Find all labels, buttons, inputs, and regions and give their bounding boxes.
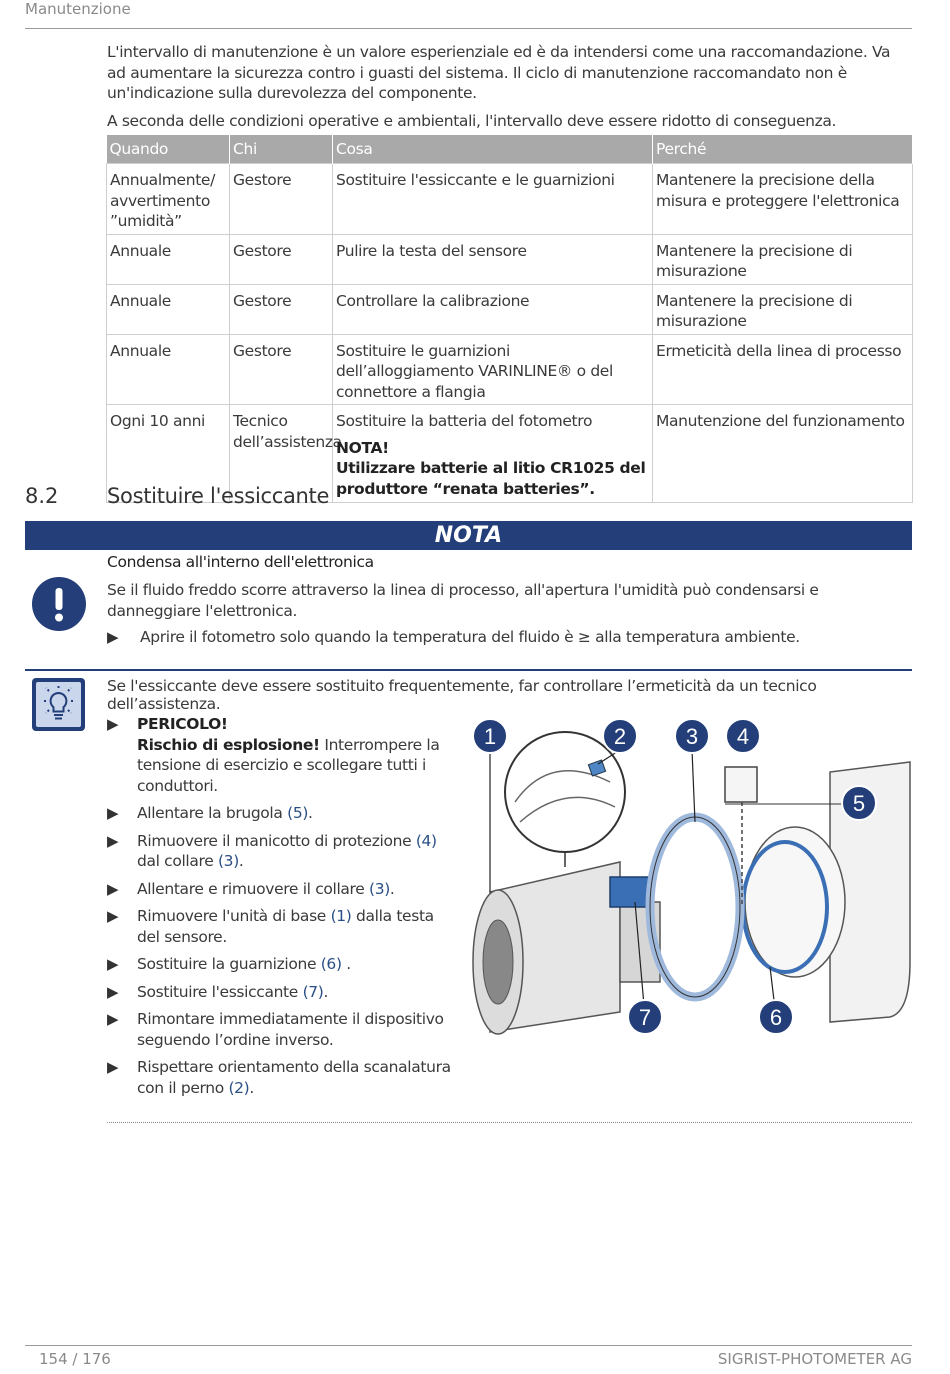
step-text: Rimontare immediatamente il dispositivo seguendo l’ordine inverso. [137, 1010, 444, 1049]
arrow-right-icon: ▶ [107, 628, 119, 646]
step-ref: (2) [228, 1078, 250, 1097]
danger-step [107, 714, 452, 796]
lightbulb-icon [31, 677, 86, 732]
arrow-right-icon: ▶ [107, 907, 119, 925]
table-cell: Annualmente/ avvertimento ”umidità” [107, 164, 230, 235]
svg-text:5: 5 [852, 791, 866, 816]
col-header-chi: Chi [230, 135, 333, 164]
callout-7 [628, 1000, 662, 1034]
step-ref: (3) [217, 852, 239, 870]
svg-text:3: 3 [685, 724, 699, 749]
table-cell: Sostituire l'essiccante e le guarnizioni [333, 164, 653, 235]
header-title: Manutenzione [25, 0, 131, 18]
step-text: Sostituire la guarnizione [137, 955, 321, 973]
col-header-cosa: Cosa [333, 135, 653, 164]
table-cell: Sostituire le guarnizioni dell’alloggiamento VARINLINE® o del connettore a flangia [333, 334, 653, 405]
step-text: Sostituire l'essiccante [137, 982, 303, 1001]
table-cell: Ogni 10 anni [107, 405, 230, 503]
table-row [107, 334, 913, 405]
table-cell: Mantenere la precisione di misurazione [653, 284, 913, 334]
step-text: . [238, 852, 244, 870]
step-ref: (6) [320, 955, 342, 973]
table-cell: Annuale [107, 284, 230, 334]
list-item [107, 906, 452, 947]
step-text: . [389, 879, 395, 898]
table-cell: Manutenzione del funzionamento [653, 405, 913, 503]
table-cell [333, 405, 653, 503]
notice-subtitle: Condensa all'interno dell'elettronica [107, 553, 374, 571]
intro-paragraph-1: L'intervallo di manutenzione è un valore esperienziale ed è da intendersi come una raccomandazione. Va ad aumentare la sicurezza contro i guasti del sistema. Il ciclo di manutenzione raccomandato non è un'indicazione sulla durevolezza del componente. [107, 43, 891, 102]
step-text: dalla testa del sensore. [137, 907, 434, 946]
arrow-right-icon: ▶ [107, 1058, 119, 1076]
arrow-right-icon: ▶ [107, 804, 119, 822]
section-title: Sostituire l'essiccante [107, 484, 330, 508]
list-item [107, 1009, 452, 1050]
callout-2 [603, 719, 637, 753]
arrow-right-icon: ▶ [107, 715, 119, 733]
assembly-illustration [470, 712, 912, 1042]
tip-divider [25, 669, 912, 671]
table-cell: Annuale [107, 334, 230, 405]
header-divider [25, 28, 912, 29]
maintenance-table [106, 135, 913, 503]
intro-paragraph-2: A seconda delle condizioni operative e ambientali, l'intervallo deve essere ridotto di conseguenza. [107, 112, 837, 130]
section-end-divider [107, 1122, 912, 1123]
step-text: . [323, 982, 329, 1001]
table-cell: Mantenere la precisione di misurazione [653, 234, 913, 284]
step-text: . [341, 955, 351, 973]
notice-instruction-text: Aprire il fotometro solo quando la temperatura del fluido è ≥ alla temperatura ambiente. [140, 628, 800, 646]
step-text: . [249, 1078, 254, 1097]
step-ref: (3) [369, 879, 390, 898]
list-item [107, 982, 452, 1003]
step-text: Rispettare orientamento della scanalatura con il perno [137, 1058, 451, 1097]
list-item [107, 1057, 452, 1098]
danger-bold: Rischio di esplosione! [137, 735, 320, 754]
step-ref: (4) [415, 831, 437, 850]
danger-text: Interrompere la tensione di esercizio e scollegare tutti i conduttori. [137, 735, 440, 795]
callout-5 [842, 786, 876, 820]
table-row [107, 234, 913, 284]
step-text: Allentare e rimuovere il collare [137, 879, 370, 898]
notice-banner-label: NOTA [434, 523, 503, 548]
arrow-right-icon: ▶ [107, 1010, 119, 1028]
arrow-right-icon: ▶ [107, 831, 119, 850]
step-ref: (1) [330, 907, 352, 925]
table-cell: Mantenere la precisione della misura e proteggere l'elettronica [653, 164, 913, 235]
company-name: SIGRIST-PHOTOMETER AG [717, 1350, 912, 1368]
exclamation-icon [31, 576, 87, 632]
arrow-right-icon: ▶ [107, 955, 119, 973]
notice-instruction [107, 628, 897, 646]
notice-body: Se il fluido freddo scorre attraverso la linea di processo, all'apertura l'umidità può condensarsi e danneggiare l'elettronica. [107, 581, 819, 620]
procedure-steps [107, 714, 452, 1105]
step-ref: (7) [302, 982, 324, 1001]
table-row [107, 164, 913, 235]
table-row [107, 284, 913, 334]
tip-text: Se l'essiccante deve essere sostituito frequentemente, far controllare l’ermeticità da un tecnico dell’assistenza. [107, 677, 817, 713]
danger-title: PERICOLO! [137, 715, 228, 733]
list-item [107, 803, 452, 824]
page-number: 154 / 176 [39, 1350, 111, 1368]
svg-text:2: 2 [613, 724, 627, 749]
table-cell: Gestore [230, 334, 333, 405]
table-cell: Gestore [230, 284, 333, 334]
table-cell: Pulire la testa del sensore [333, 234, 653, 284]
table-header-row [107, 135, 913, 164]
table-cell: Gestore [230, 164, 333, 235]
table-cell: Gestore [230, 234, 333, 284]
list-item [107, 879, 452, 900]
callout-1 [473, 719, 507, 753]
step-text: Rimuovere il manicotto di protezione [137, 831, 416, 850]
footer-divider [25, 1345, 912, 1346]
arrow-right-icon: ▶ [107, 982, 119, 1001]
col-header-perche: Perché [653, 135, 913, 164]
section-number: 8.2 [25, 484, 59, 508]
svg-text:1: 1 [483, 724, 497, 749]
table-cell: Controllare la calibrazione [333, 284, 653, 334]
callout-6 [759, 1000, 793, 1034]
callout-3 [675, 719, 709, 753]
col-header-quando: Quando [107, 135, 230, 164]
step-text: Allentare la brugola [137, 804, 288, 822]
step-ref: (5) [287, 804, 309, 822]
list-item [107, 954, 452, 975]
arrow-right-icon: ▶ [107, 879, 119, 898]
table-cell-text: Sostituire la batteria del fotometro [336, 412, 593, 430]
table-cell: Ermeticità della linea di processo [653, 334, 913, 405]
table-cell: Tecnico dell’assistenza [230, 405, 333, 503]
step-text: Rimuovere l'unità di base [137, 907, 331, 925]
svg-text:6: 6 [769, 1005, 783, 1030]
list-item [107, 831, 452, 872]
table-note-label: NOTA! [336, 438, 389, 457]
step-text: dal collare [137, 852, 218, 870]
svg-text:4: 4 [736, 724, 750, 749]
svg-text:7: 7 [638, 1005, 652, 1030]
table-note-text: Utilizzare batterie al litio CR1025 del produttore “renata batteries”. [336, 459, 646, 498]
callout-4 [726, 719, 760, 753]
step-text: . [308, 804, 313, 822]
table-cell: Annuale [107, 234, 230, 284]
